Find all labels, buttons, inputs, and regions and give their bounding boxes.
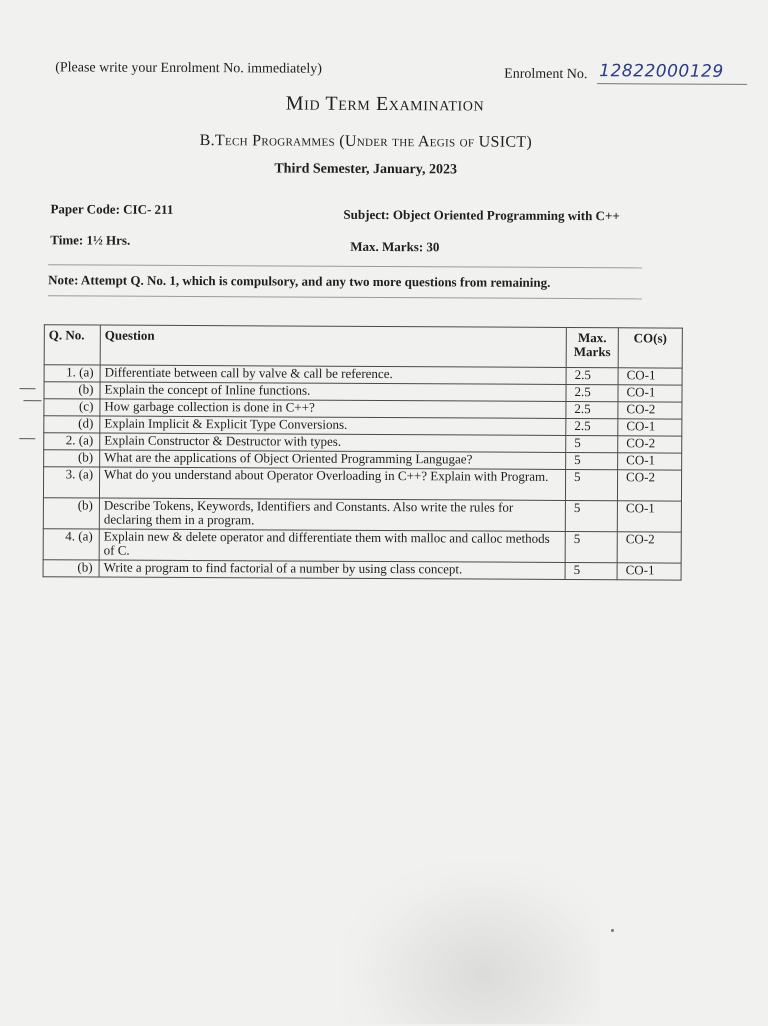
question-text: Explain new & delete operator and differentiate them with malloc and calloc methods of C. — [99, 529, 565, 562]
header-qno: Q. No. — [44, 325, 100, 365]
question-text: Explain Implicit & Explicit Type Conversions. — [100, 416, 566, 435]
enrolment-underline — [597, 83, 747, 85]
question-marks: 5 — [565, 500, 617, 531]
programme-subtitle: B.Tech Programmes (Under the Aegis of USICT) — [199, 132, 533, 151]
table-row — [43, 498, 681, 532]
subject: Subject: Object Oriented Programming with C++ — [343, 206, 620, 224]
question-co: CO-2 — [618, 436, 682, 453]
question-marks: 5 — [565, 469, 617, 500]
question-text: How garbage collection is done in C++? — [100, 399, 566, 418]
question-text: Differentiate between call by valve & call be reference. — [100, 365, 566, 384]
header-co: CO(s) — [618, 328, 682, 368]
question-co: CO-2 — [618, 402, 682, 419]
question-number: 3. (a) — [43, 467, 99, 498]
question-text: Explain the concept of Inline functions. — [100, 382, 566, 401]
question-marks: 2.5 — [566, 401, 618, 418]
enrolment-instruction: (Please write your Enrolment No. immediately) — [55, 60, 322, 77]
divider-bottom — [48, 295, 642, 299]
header-question: Question — [100, 325, 566, 367]
question-co: CO-1 — [618, 385, 682, 402]
question-number: (b) — [44, 450, 100, 467]
semester-line: Third Semester, January, 2023 — [274, 161, 458, 178]
table-header-row — [44, 325, 682, 368]
question-marks: 2.5 — [566, 418, 618, 435]
question-number: 1. (a) — [44, 365, 100, 382]
question-marks: 5 — [565, 531, 617, 562]
header-max-marks: Max. Marks — [566, 327, 618, 367]
enrolment-number: 12822000129 — [599, 61, 724, 82]
exam-title: Mid Term Examination — [285, 92, 485, 116]
question-text: What are the applications of Object Oriented Programming Langugae? — [100, 450, 566, 469]
scan-speck — [611, 929, 614, 932]
question-number: (d) — [44, 416, 100, 433]
question-co: CO-2 — [617, 470, 681, 501]
question-co: CO-1 — [618, 419, 682, 436]
question-number: 2. (a) — [44, 433, 100, 450]
question-co: CO-1 — [618, 368, 682, 385]
questions-table — [43, 324, 683, 580]
paper-code: Paper Code: CIC- 211 — [50, 201, 174, 217]
question-number: (c) — [44, 399, 100, 416]
max-marks: Max. Marks: 30 — [350, 238, 440, 255]
question-co: CO-1 — [617, 501, 681, 532]
scan-noise — [340, 860, 600, 1024]
question-number: (b) — [43, 560, 99, 577]
table-row — [43, 467, 681, 501]
margin-mark — [23, 400, 41, 401]
table-row — [43, 560, 681, 580]
margin-mark — [20, 388, 36, 389]
question-text: Describe Tokens, Keywords, Identifiers and Constants. Also write the rules for declaring them in a program. — [99, 498, 565, 531]
margin-mark — [19, 438, 35, 439]
enrolment-label: Enrolment No. — [504, 66, 588, 83]
question-marks: 5 — [565, 562, 617, 579]
question-number: 4. (a) — [43, 529, 99, 560]
question-text: What do you understand about Operator Overloading in C++? Explain with Program. — [99, 467, 565, 500]
exam-note: Note: Attempt Q. No. 1, which is compulsory, and any two more questions from remaining. — [48, 272, 551, 290]
question-number: (b) — [44, 382, 100, 399]
question-marks: 2.5 — [566, 384, 618, 401]
question-text: Write a program to find factorial of a number by using class concept. — [99, 560, 565, 579]
question-co: CO-1 — [617, 563, 681, 580]
question-number: (b) — [43, 498, 99, 529]
question-co: CO-2 — [617, 532, 681, 563]
time-allowed: Time: 1½ Hrs. — [50, 232, 131, 248]
question-marks: 5 — [566, 452, 618, 469]
question-marks: 2.5 — [566, 367, 618, 384]
question-text: Explain Constructor & Destructor with types. — [100, 433, 566, 452]
divider-top — [48, 264, 642, 268]
question-marks: 5 — [566, 435, 618, 452]
table-row — [43, 529, 681, 563]
question-co: CO-1 — [618, 453, 682, 470]
